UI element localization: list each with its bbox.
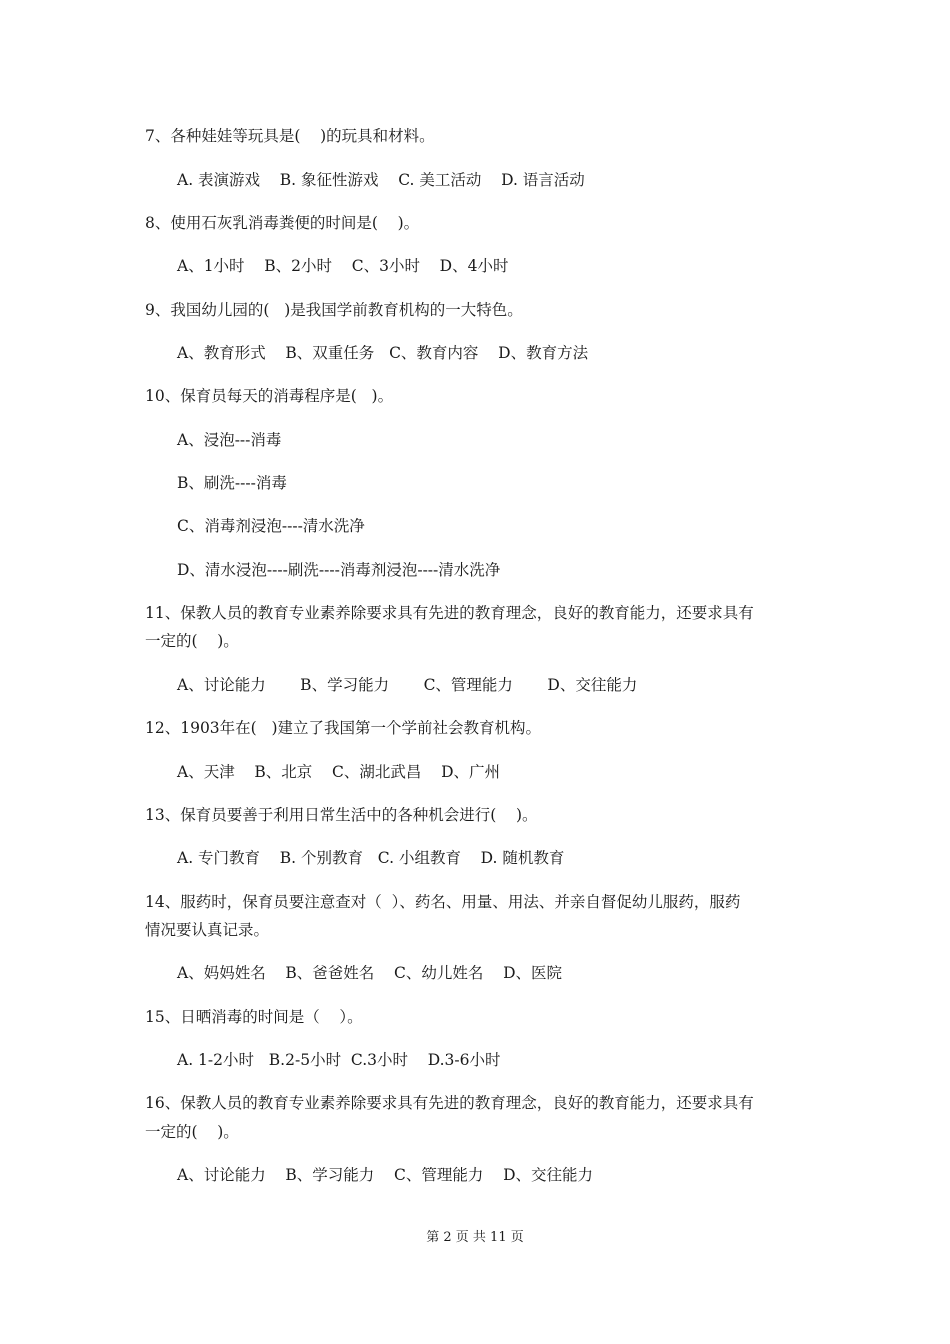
question-8-options: A、1小时 B、2小时 C、3小时 D、4小时: [177, 257, 509, 275]
question-11-cont: 一定的( )。: [145, 632, 239, 650]
question-8: 8、使用石灰乳消毒粪便的时间是( )。: [145, 214, 420, 232]
question-12-options: A、天津 B、北京 C、湖北武昌 D、广州: [177, 763, 500, 781]
question-9: 9、我国幼儿园的( )是我国学前教育机构的一大特色。: [145, 301, 523, 319]
question-10-option-b: B、刷洗----消毒: [177, 474, 287, 492]
question-10-option-c: C、消毒剂浸泡----清水洗净: [177, 517, 365, 535]
question-7: 7、各种娃娃等玩具是( )的玩具和材料。: [145, 127, 435, 145]
question-16-cont: 一定的( )。: [145, 1123, 239, 1141]
question-13-options: A. 专门教育 B. 个别教育 C. 小组教育 D. 随机教育: [177, 849, 565, 867]
question-7-options: A. 表演游戏 B. 象征性游戏 C. 美工活动 D. 语言活动: [177, 171, 585, 189]
question-13: 13、保育员要善于利用日常生活中的各种机会进行( )。: [145, 806, 538, 824]
question-16-options: A、讨论能力 B、学习能力 C、管理能力 D、交往能力: [177, 1166, 593, 1184]
question-14: 14、服药时，保育员要注意查对（ ）、药名、用量、用法、并亲自督促幼儿服药，服药: [145, 893, 741, 911]
page-number-footer: 第 2 页 共 11 页: [426, 1230, 524, 1245]
question-10: 10、保育员每天的消毒程序是( )。: [145, 387, 394, 405]
question-10-option-d: D、清水浸泡----刷洗----消毒剂浸泡----清水洗净: [177, 561, 501, 579]
question-15-options: A. 1-2小时 B.2-5小时 C.3小时 D.3-6小时: [177, 1051, 501, 1069]
question-16: 16、保教人员的教育专业素养除要求具有先进的教育理念，良好的教育能力，还要求具有: [145, 1094, 754, 1112]
question-15: 15、日晒消毒的时间是（ ）。: [145, 1008, 363, 1026]
question-12: 12、1903年在( )建立了我国第一个学前社会教育机构。: [145, 719, 542, 737]
question-9-options: A、教育形式 B、双重任务 C、教育内容 D、教育方法: [177, 344, 589, 362]
question-10-option-a: A、浸泡---消毒: [177, 431, 282, 449]
question-14-options: A、妈妈姓名 B、爸爸姓名 C、幼儿姓名 D、医院: [177, 964, 562, 982]
question-11: 11、保教人员的教育专业素养除要求具有先进的教育理念，良好的教育能力，还要求具有: [145, 604, 754, 622]
question-11-options: A、讨论能力 B、学习能力 C、管理能力 D、交往能力: [177, 676, 638, 694]
question-14-cont: 情况要认真记录。: [145, 921, 270, 939]
